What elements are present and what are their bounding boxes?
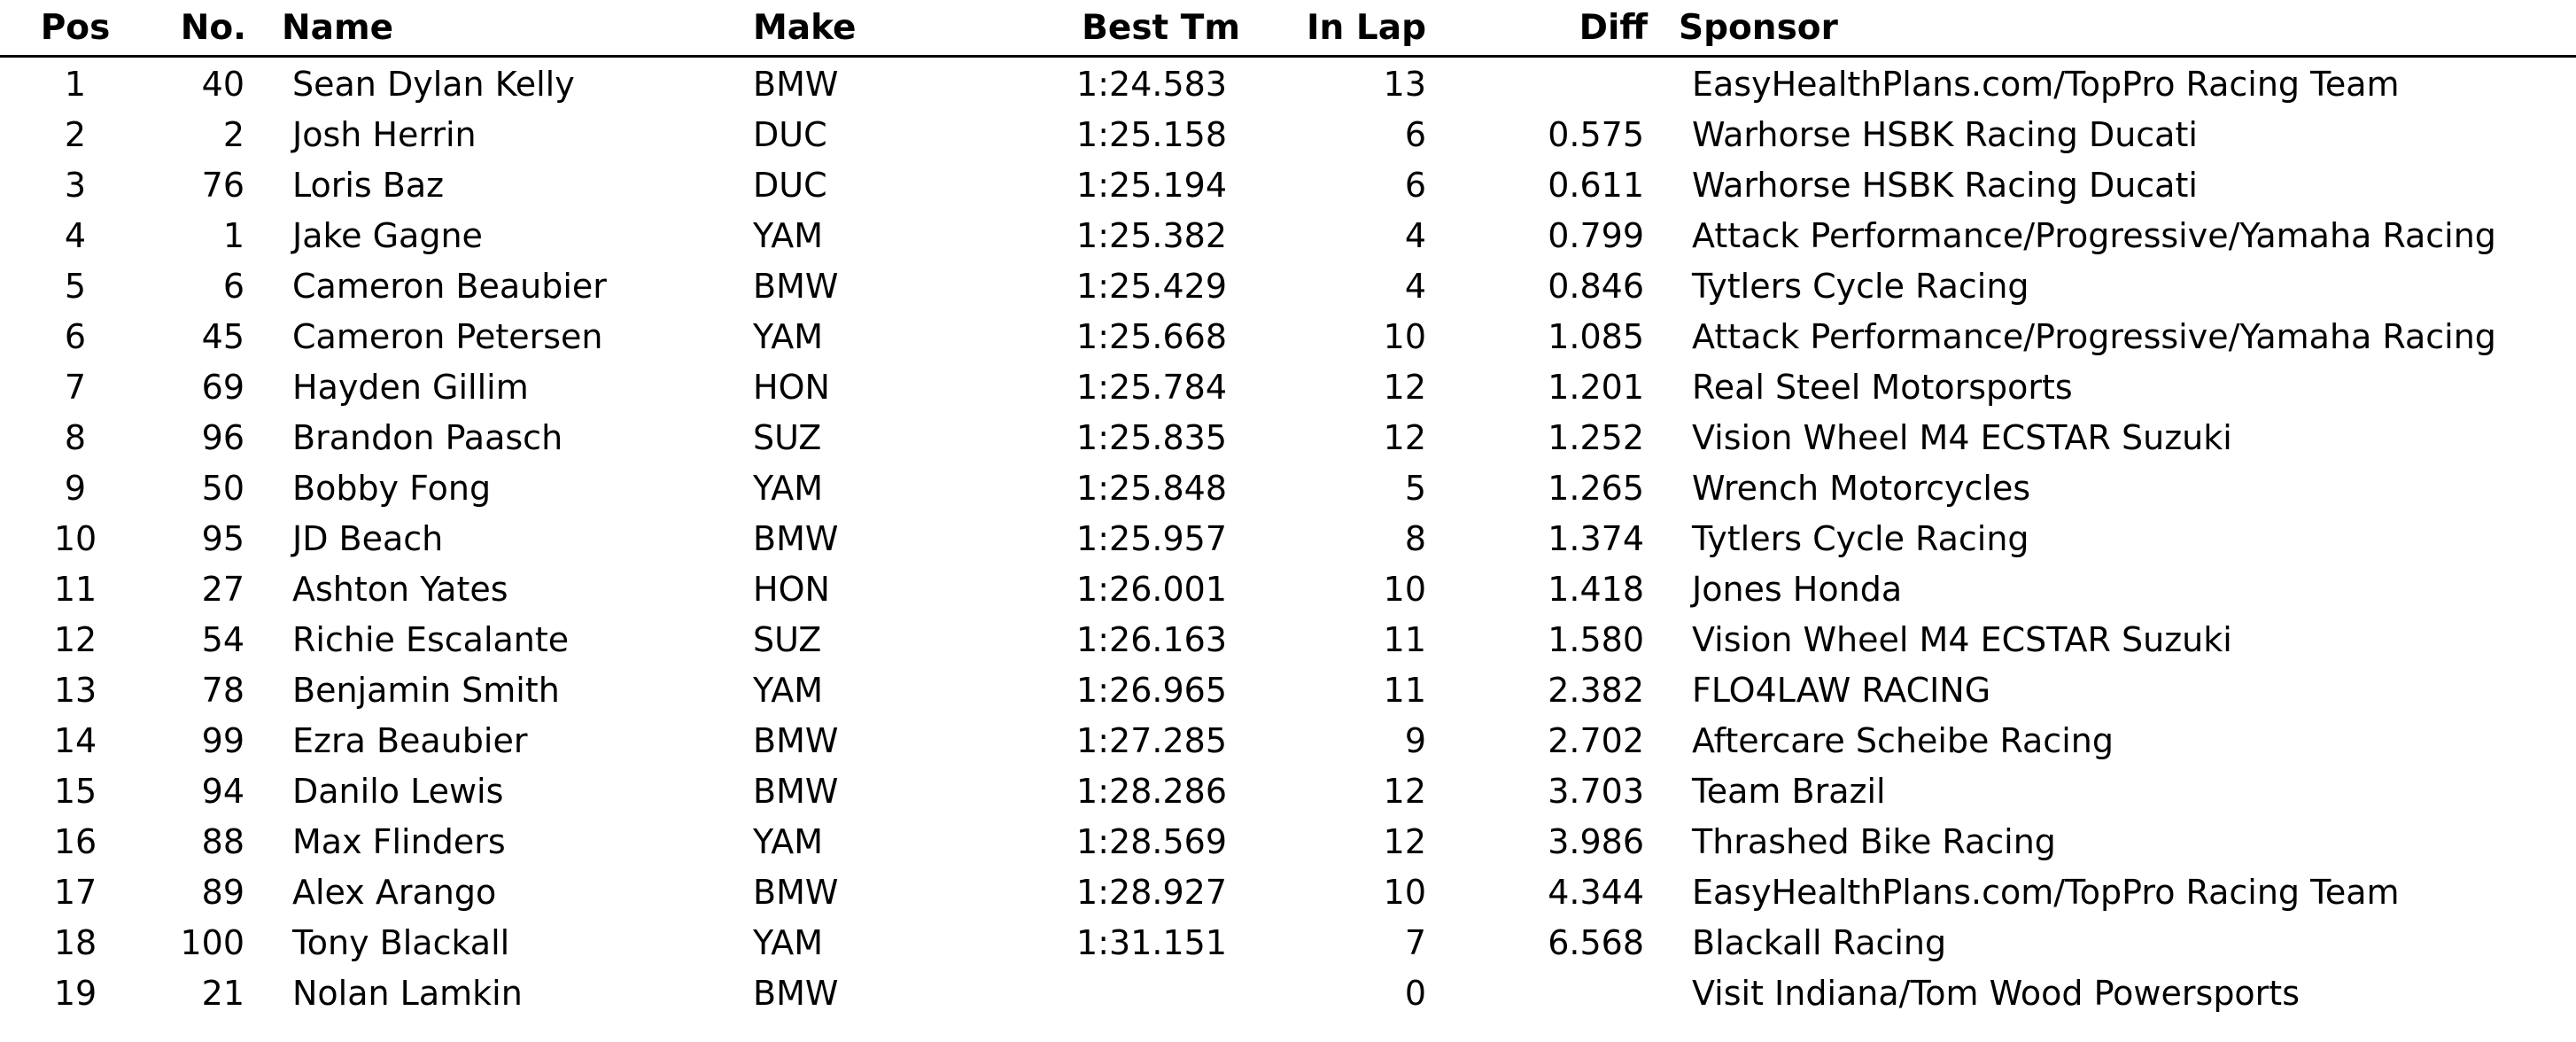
cell-sponsor: Real Steel Motorsports — [1692, 368, 2073, 407]
table-row — [0, 664, 2576, 714]
cell-pos: 6 — [64, 317, 87, 356]
table-row — [0, 765, 2576, 815]
cell-pos: 12 — [53, 620, 97, 659]
cell-sponsor: Jones Honda — [1692, 570, 1903, 609]
column-header-make: Make — [753, 8, 857, 48]
cell-in-lap: 4 — [1404, 216, 1426, 255]
cell-number: 2 — [222, 115, 244, 154]
cell-name: Sean Dylan Kelly — [292, 65, 575, 104]
cell-make: DUC — [753, 166, 827, 205]
cell-name: Loris Baz — [292, 166, 445, 205]
column-header-best-tm: Best Tm — [1082, 8, 1240, 48]
cell-number: 21 — [201, 974, 244, 1013]
cell-best-time: 1:25.835 — [1076, 418, 1227, 457]
cell-sponsor: Tytlers Cycle Racing — [1692, 519, 2029, 558]
cell-name: Danilo Lewis — [292, 772, 504, 811]
table-row — [0, 613, 2576, 664]
cell-in-lap: 13 — [1383, 65, 1426, 104]
cell-make: SUZ — [753, 418, 822, 457]
table-row — [0, 361, 2576, 411]
cell-name: Alex Arango — [292, 873, 497, 912]
cell-number: 95 — [201, 519, 244, 558]
table-row — [0, 916, 2576, 967]
cell-sponsor: EasyHealthPlans.com/TopPro Racing Team — [1692, 65, 2400, 104]
cell-pos: 15 — [53, 772, 97, 811]
cell-number: 88 — [201, 822, 244, 861]
table-row — [0, 563, 2576, 613]
cell-number: 27 — [201, 570, 244, 609]
cell-pos: 2 — [64, 115, 87, 154]
cell-name: Brandon Paasch — [292, 418, 563, 457]
column-header-sponsor: Sponsor — [1679, 8, 1838, 48]
column-header-in-lap: In Lap — [1307, 8, 1426, 48]
table-header — [0, 0, 2576, 58]
cell-number: 45 — [201, 317, 244, 356]
cell-pos: 8 — [64, 418, 87, 457]
cell-sponsor: Team Brazil — [1692, 772, 1886, 811]
cell-in-lap: 8 — [1404, 519, 1426, 558]
cell-diff: 1.201 — [1548, 368, 1644, 407]
cell-in-lap: 0 — [1404, 974, 1426, 1013]
cell-make: YAM — [753, 216, 824, 255]
cell-best-time: 1:25.158 — [1076, 115, 1227, 154]
table-body — [0, 58, 2576, 1017]
table-row — [0, 967, 2576, 1017]
cell-number: 1 — [222, 216, 244, 255]
cell-make: BMW — [753, 772, 839, 811]
table-row — [0, 714, 2576, 765]
cell-sponsor: Tytlers Cycle Racing — [1692, 267, 2029, 306]
cell-pos: 5 — [64, 267, 87, 306]
cell-best-time: 1:25.848 — [1076, 469, 1227, 508]
cell-sponsor: Attack Performance/Progressive/Yamaha Racing — [1692, 216, 2496, 255]
table-row — [0, 866, 2576, 916]
cell-sponsor: Wrench Motorcycles — [1692, 469, 2031, 508]
cell-in-lap: 11 — [1383, 620, 1426, 659]
cell-name: Ezra Beaubier — [292, 721, 528, 760]
cell-make: HON — [753, 570, 830, 609]
cell-name: Hayden Gillim — [292, 368, 529, 407]
column-header-name: Name — [282, 8, 394, 48]
column-header-no: No. — [180, 8, 246, 48]
cell-in-lap: 10 — [1383, 317, 1426, 356]
cell-name: JD Beach — [292, 519, 444, 558]
table-row — [0, 159, 2576, 209]
cell-name: Max Flinders — [292, 822, 506, 861]
cell-best-time: 1:25.784 — [1076, 368, 1227, 407]
cell-diff: 1.085 — [1548, 317, 1644, 356]
cell-make: BMW — [753, 873, 839, 912]
cell-diff: 0.799 — [1548, 216, 1644, 255]
cell-diff: 1.418 — [1548, 570, 1644, 609]
cell-make: HON — [753, 368, 830, 407]
cell-name: Ashton Yates — [292, 570, 508, 609]
cell-in-lap: 11 — [1383, 671, 1426, 710]
cell-name: Cameron Petersen — [292, 317, 603, 356]
cell-pos: 14 — [53, 721, 97, 760]
cell-make: YAM — [753, 822, 824, 861]
cell-in-lap: 12 — [1383, 418, 1426, 457]
cell-number: 69 — [201, 368, 244, 407]
cell-number: 99 — [201, 721, 244, 760]
cell-number: 76 — [201, 166, 244, 205]
cell-name: Benjamin Smith — [292, 671, 560, 710]
cell-diff: 3.703 — [1548, 772, 1644, 811]
cell-best-time: 1:25.194 — [1076, 166, 1227, 205]
cell-pos: 16 — [53, 822, 97, 861]
cell-make: YAM — [753, 317, 824, 356]
cell-best-time: 1:26.001 — [1076, 570, 1227, 609]
cell-diff: 0.611 — [1548, 166, 1644, 205]
cell-best-time: 1:26.163 — [1076, 620, 1227, 659]
cell-make: SUZ — [753, 620, 822, 659]
cell-pos: 10 — [53, 519, 97, 558]
table-row — [0, 310, 2576, 361]
cell-number: 6 — [222, 267, 244, 306]
cell-make: YAM — [753, 671, 824, 710]
cell-in-lap: 12 — [1383, 822, 1426, 861]
cell-diff: 3.986 — [1548, 822, 1644, 861]
cell-pos: 18 — [53, 923, 97, 962]
cell-best-time: 1:24.583 — [1076, 65, 1227, 104]
cell-in-lap: 12 — [1383, 772, 1426, 811]
cell-sponsor: Visit Indiana/Tom Wood Powersports — [1692, 974, 2301, 1013]
cell-name: Jake Gagne — [292, 216, 483, 255]
cell-make: BMW — [753, 267, 839, 306]
cell-in-lap: 9 — [1404, 721, 1426, 760]
cell-best-time: 1:25.957 — [1076, 519, 1227, 558]
cell-make: BMW — [753, 721, 839, 760]
cell-sponsor: Attack Performance/Progressive/Yamaha Racing — [1692, 317, 2496, 356]
table-row — [0, 815, 2576, 866]
cell-in-lap: 12 — [1383, 368, 1426, 407]
column-header-diff: Diff — [1579, 8, 1648, 48]
cell-sponsor: Blackall Racing — [1692, 923, 1947, 962]
cell-sponsor: Warhorse HSBK Racing Ducati — [1692, 115, 2198, 154]
cell-diff: 1.265 — [1548, 469, 1644, 508]
table-row — [0, 209, 2576, 260]
cell-sponsor: Thrashed Bike Racing — [1692, 822, 2056, 861]
cell-diff: 4.344 — [1548, 873, 1644, 912]
cell-make: BMW — [753, 519, 839, 558]
cell-number: 78 — [201, 671, 244, 710]
column-header-pos: Pos — [40, 8, 111, 48]
cell-number: 54 — [201, 620, 244, 659]
cell-sponsor: Aftercare Scheibe Racing — [1692, 721, 2114, 760]
cell-name: Nolan Lamkin — [292, 974, 523, 1013]
cell-make: YAM — [753, 923, 824, 962]
table-row — [0, 108, 2576, 159]
table-row — [0, 58, 2576, 108]
cell-make: BMW — [753, 65, 839, 104]
cell-in-lap: 10 — [1383, 873, 1426, 912]
cell-sponsor: Vision Wheel M4 ECSTAR Suzuki — [1692, 418, 2232, 457]
cell-pos: 17 — [53, 873, 97, 912]
cell-best-time: 1:28.927 — [1076, 873, 1227, 912]
cell-pos: 11 — [53, 570, 97, 609]
cell-in-lap: 7 — [1404, 923, 1426, 962]
cell-make: YAM — [753, 469, 824, 508]
cell-pos: 3 — [64, 166, 87, 205]
cell-best-time: 1:26.965 — [1076, 671, 1227, 710]
cell-in-lap: 4 — [1404, 267, 1426, 306]
cell-number: 50 — [201, 469, 244, 508]
cell-name: Tony Blackall — [292, 923, 510, 962]
cell-best-time: 1:25.429 — [1076, 267, 1227, 306]
cell-pos: 13 — [53, 671, 97, 710]
cell-pos: 19 — [53, 974, 97, 1013]
cell-make: DUC — [753, 115, 827, 154]
cell-in-lap: 6 — [1404, 166, 1426, 205]
cell-diff: 6.568 — [1548, 923, 1644, 962]
cell-sponsor: Vision Wheel M4 ECSTAR Suzuki — [1692, 620, 2232, 659]
cell-diff: 1.374 — [1548, 519, 1644, 558]
cell-diff: 0.575 — [1548, 115, 1644, 154]
cell-diff: 1.252 — [1548, 418, 1644, 457]
table-row — [0, 462, 2576, 512]
cell-pos: 4 — [64, 216, 87, 255]
cell-diff: 2.382 — [1548, 671, 1644, 710]
cell-pos: 1 — [64, 65, 87, 104]
cell-in-lap: 10 — [1383, 570, 1426, 609]
cell-best-time: 1:28.286 — [1076, 772, 1227, 811]
cell-number: 96 — [201, 418, 244, 457]
cell-number: 89 — [201, 873, 244, 912]
cell-diff: 0.846 — [1548, 267, 1644, 306]
cell-diff: 2.702 — [1548, 721, 1644, 760]
cell-name: Bobby Fong — [292, 469, 492, 508]
cell-best-time: 1:31.151 — [1076, 923, 1227, 962]
cell-best-time: 1:25.668 — [1076, 317, 1227, 356]
cell-name: Richie Escalante — [292, 620, 570, 659]
cell-pos: 7 — [64, 368, 87, 407]
cell-number: 94 — [201, 772, 244, 811]
cell-number: 100 — [180, 923, 244, 962]
cell-pos: 9 — [64, 469, 87, 508]
cell-in-lap: 6 — [1404, 115, 1426, 154]
cell-sponsor: Warhorse HSBK Racing Ducati — [1692, 166, 2198, 205]
cell-best-time: 1:27.285 — [1076, 721, 1227, 760]
cell-sponsor: EasyHealthPlans.com/TopPro Racing Team — [1692, 873, 2400, 912]
cell-name: Josh Herrin — [292, 115, 477, 154]
cell-name: Cameron Beaubier — [292, 267, 607, 306]
cell-diff: 1.580 — [1548, 620, 1644, 659]
cell-best-time: 1:28.569 — [1076, 822, 1227, 861]
table-row — [0, 411, 2576, 462]
table-row — [0, 260, 2576, 310]
table-row — [0, 512, 2576, 563]
cell-number: 40 — [201, 65, 244, 104]
cell-best-time: 1:25.382 — [1076, 216, 1227, 255]
cell-make: BMW — [753, 974, 839, 1013]
cell-sponsor: FLO4LAW RACING — [1692, 671, 1991, 710]
cell-in-lap: 5 — [1404, 469, 1426, 508]
